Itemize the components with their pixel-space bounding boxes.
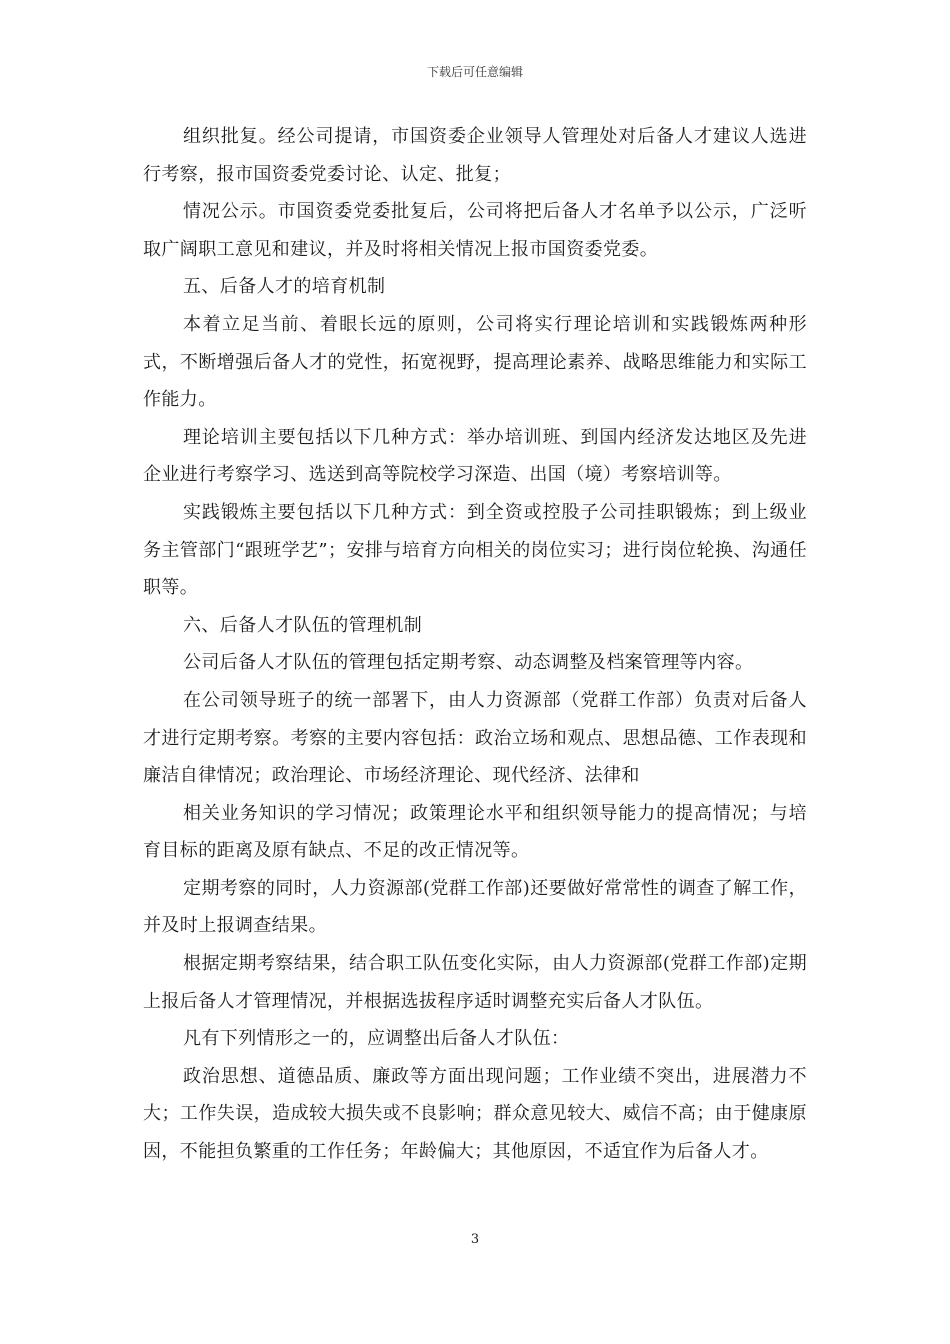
paragraph-review-continued: 相关业务知识的学习情况；政策理论水平和组织领导能力的提高情况；与培育目标的距离及原有缺点、不足的改正情况等。 xyxy=(143,802,807,862)
document-body xyxy=(143,118,807,1171)
paragraph-removal-conditions: 政治思想、道德品质、廉政等方面出现问题；工作业绩不突出，进展潜力不大；工作失误，造成较大损失或不良影响；群众意见较大、威信不高；由于健康原因，不能担负繁重的工作任务；年龄偏大；其他原因，不适宜作为后备人才。 xyxy=(143,1065,807,1163)
paragraph-practice-training: 实践锻炼主要包括以下几种方式：到全资或控股子公司挂职锻炼；到上级业务主管部门“跟班学艺”；安排与培育方向相关的岗位实习；进行岗位轮换、沟通任职等。 xyxy=(143,501,807,599)
paragraph-theory-training: 理论培训主要包括以下几种方式：举办培训班、到国内经济发达地区及先进企业进行考察学习、选送到高等院校学习深造、出国（境）考察培训等。 xyxy=(143,426,807,486)
paragraph-management-scope: 公司后备人才队伍的管理包括定期考察、动态调整及档案管理等内容。 xyxy=(183,652,754,674)
paragraph-approval: 组织批复。经公司提请，市国资委企业领导人管理处对后备人才建议人选进行考察，报市国资委党委讨论、认定、批复； xyxy=(143,126,807,185)
paragraph-publicity: 情况公示。市国资委党委批复后，公司将把后备人才名单予以公示，广泛听取广阔职工意见和建议，并及时将相关情况上报市国资委党委。 xyxy=(143,201,807,260)
page-header: 下载后可任意编辑 xyxy=(426,65,523,79)
paragraph-dynamic-adjustment: 根据定期考察结果，结合职工队伍变化实际，由人力资源部(党群工作部)定期上报后备人才管理情况，并根据选拔程序适时调整充实后备人才队伍。 xyxy=(143,953,807,1012)
paragraph-ongoing-investigation: 定期考察的同时，人力资源部(党群工作部)还要做好常常性的调查了解工作，并及时上报调查结果。 xyxy=(143,877,807,937)
page-number: 3 xyxy=(470,1232,480,1247)
paragraph-removal-intro: 凡有下列情形之一的，应调整出后备人才队伍： xyxy=(183,1028,570,1050)
section-heading-management: 六、后备人才队伍的管理机制 xyxy=(183,614,423,636)
paragraph-periodic-review: 在公司领导班子的统一部署下，由人力资源部（党群工作部）负责对后备人才进行定期考察。考察的主要内容包括：政治立场和观点、思想品德、工作表现和廉洁自律情况；政治理论、市场经济理论、现代经济、法律和 xyxy=(143,689,807,787)
section-heading-training: 五、后备人才的培育机制 xyxy=(183,276,386,298)
paragraph-training-principle: 本着立足当前、着眼长远的原则，公司将实行理论培训和实践锻炼两种形式，不断增强后备人才的党性，拓宽视野，提高理论素养、战略思维能力和实际工作能力。 xyxy=(143,313,807,411)
